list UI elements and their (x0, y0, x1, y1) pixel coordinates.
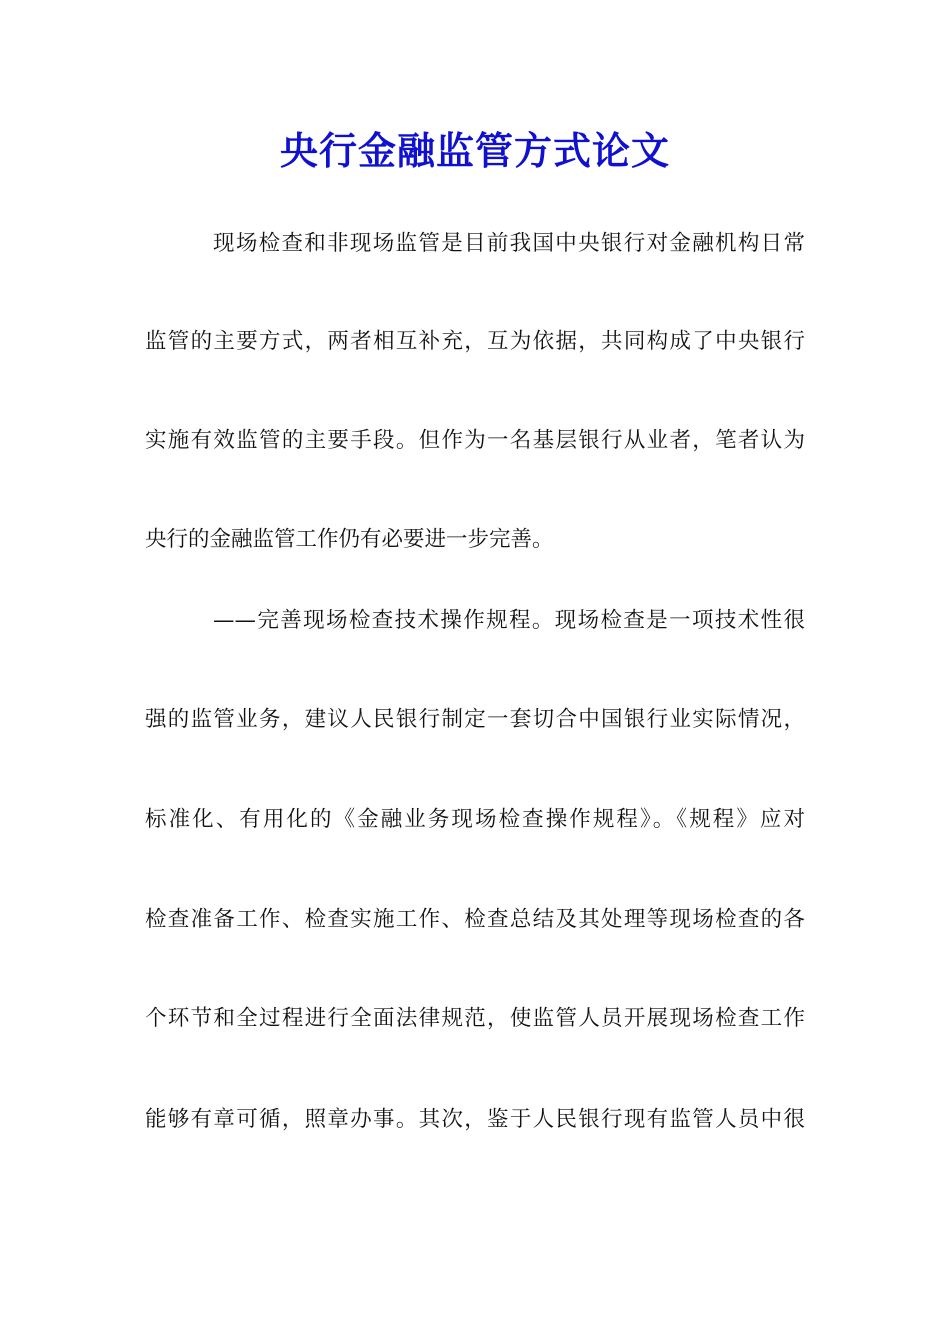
paragraph-1-line-4: 央行的金融监管工作仍有必要进一步完善。 (145, 527, 554, 552)
paragraph-2-line-6: 能够有章可循，照章办事。其次，鉴于人民银行现有监管人员中很 (145, 1107, 805, 1132)
paragraph-1-line-1: 现场检查和非现场监管是目前我国中央银行对金融机构日常 (213, 231, 805, 256)
paragraph-1-line-2: 监管的主要方式，两者相互补充，互为依据，共同构成了中央银行 (145, 329, 805, 354)
paragraph-2-line-1: ——完善现场检查技术操作规程。现场检查是一项技术性很 (213, 608, 805, 633)
paragraph-2-line-3: 标准化、有用化的《金融业务现场检查操作规程》。《规程》应对 (145, 807, 805, 832)
paragraph-1-line-3: 实施有效监管的主要手段。但作为一名基层银行从业者，笔者认为 (145, 428, 805, 453)
paragraph-2-line-4: 检查准备工作、检查实施工作、检查总结及其处理等现场检查的各 (145, 907, 805, 932)
document-title: 央行金融监管方式论文 (279, 128, 670, 173)
paragraph-2-line-5: 个环节和全过程进行全面法律规范，使监管人员开展现场检查工作 (145, 1006, 805, 1031)
paragraph-2-line-2: 强的监管业务，建议人民银行制定一套切合中国银行业实际情况， (145, 707, 805, 732)
